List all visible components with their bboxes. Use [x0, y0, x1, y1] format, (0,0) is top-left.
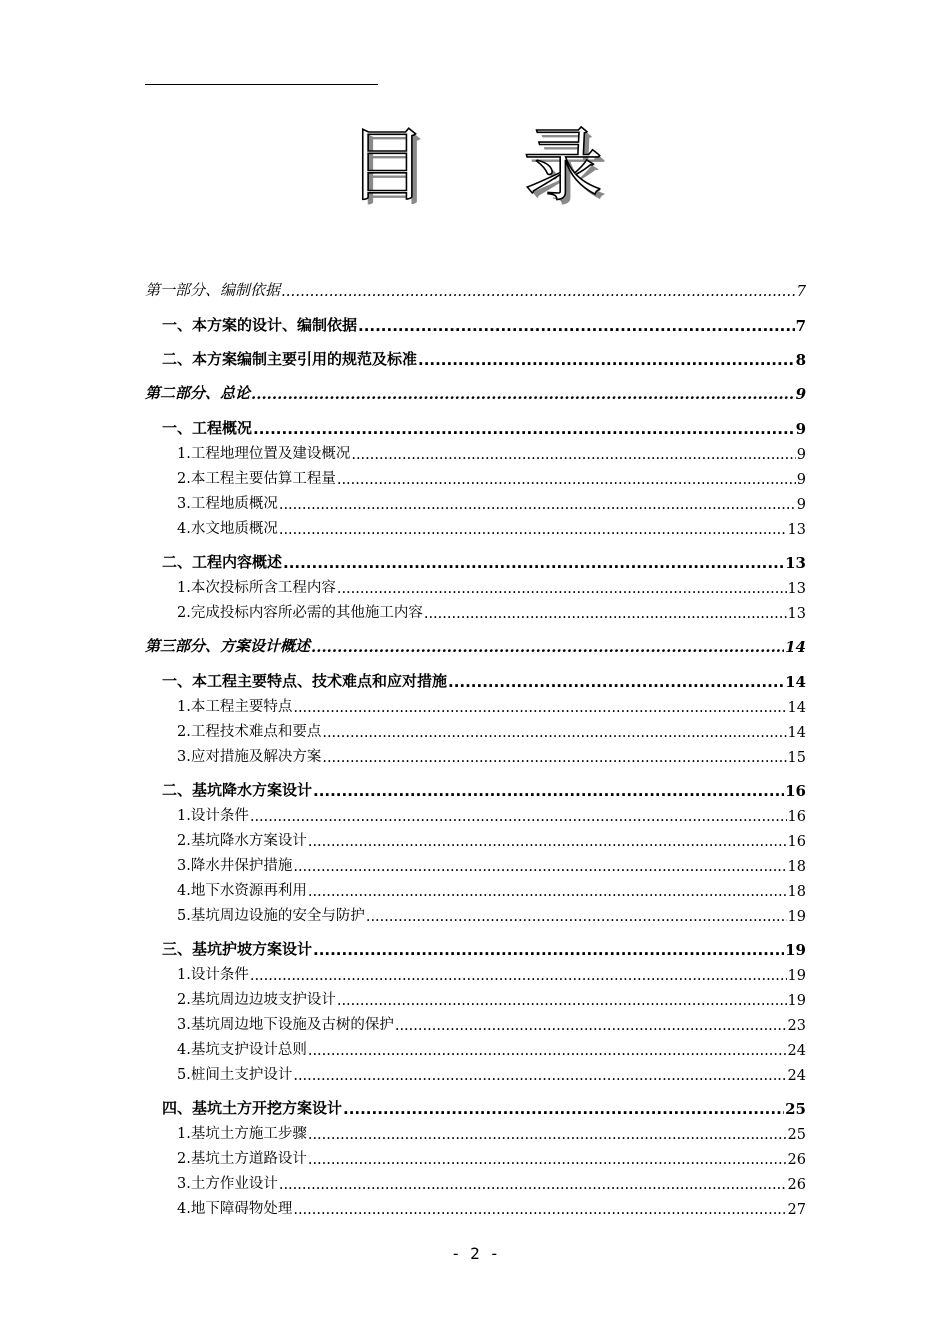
toc-leader-dots: [293, 700, 786, 716]
toc-entry-page: 13: [785, 554, 806, 572]
toc-entry[interactable]: [177, 464, 806, 488]
toc-entry-page: 9: [796, 472, 806, 488]
toc-entry[interactable]: [162, 776, 806, 800]
toc-leader-dots: [308, 884, 787, 900]
toc-entry[interactable]: [177, 514, 806, 538]
toc-entry[interactable]: [177, 573, 806, 597]
toc-entry-title: 第二部分、总论: [145, 384, 251, 402]
toc-entry-title: 1.基坑土方施工步骤: [177, 1126, 307, 1142]
toc-entry[interactable]: [177, 876, 806, 900]
toc-leader-dots: [313, 782, 784, 800]
toc-entry-title: 一、本方案的设计、编制依据: [162, 316, 358, 334]
toc-leader-dots: [448, 673, 784, 691]
toc-entry-title: 4.基坑支护设计总则: [177, 1042, 307, 1058]
toc-entry[interactable]: [177, 1119, 806, 1143]
toc-leader-dots: [251, 385, 795, 403]
toc-entry[interactable]: [177, 1010, 806, 1034]
toc-entry[interactable]: [177, 1035, 806, 1059]
toc-leader-dots: [250, 968, 787, 984]
toc-entry-title: 1.设计条件: [177, 967, 249, 983]
toc-leader-dots: [308, 1127, 787, 1143]
toc-entry-title: 2.工程技术难点和要点: [177, 724, 322, 740]
toc-entry[interactable]: [177, 489, 806, 513]
toc-leader-dots: [250, 809, 787, 825]
toc-leader-dots: [293, 859, 786, 875]
toc-leader-dots: [322, 725, 786, 741]
toc-leader-dots: [343, 1100, 784, 1118]
toc-entry-page: 14: [785, 638, 806, 656]
toc-entry-title: 三、基坑护坡方案设计: [162, 940, 313, 958]
toc-entry-page: 9: [795, 385, 806, 403]
header-rule: [145, 84, 378, 85]
toc-leader-dots: [279, 1177, 787, 1193]
toc-entry-page: 26: [787, 1152, 806, 1168]
toc-leader-dots: [308, 1043, 787, 1059]
toc-entry[interactable]: [162, 345, 806, 369]
toc-entry-page: 14: [787, 725, 806, 741]
toc-leader-dots: [395, 1018, 787, 1034]
toc-entry-page: 24: [787, 1068, 806, 1084]
page-title: [0, 118, 950, 214]
toc-entry-page: 19: [787, 968, 806, 984]
toc-entry[interactable]: [177, 960, 806, 984]
toc-leader-dots: [311, 638, 784, 656]
toc-entry-title: 1.工程地理位置及建设概况: [177, 446, 351, 462]
toc-entry[interactable]: [177, 439, 806, 463]
toc-entry-title: 1.本工程主要特点: [177, 699, 293, 715]
toc-leader-dots: [418, 351, 795, 369]
toc-leader-dots: [279, 497, 796, 513]
toc-leader-dots: [308, 834, 787, 850]
toc-entry-page: 25: [787, 1127, 806, 1143]
toc-entry-title: 一、本工程主要特点、技术难点和应对措施: [162, 672, 448, 690]
toc-entry[interactable]: [162, 311, 806, 335]
toc-entry[interactable]: [177, 801, 806, 825]
title-char-1: 目: [347, 119, 427, 212]
toc-entry-page: 26: [787, 1177, 806, 1193]
toc-leader-dots: [293, 1068, 786, 1084]
toc-entry-page: 19: [787, 993, 806, 1009]
toc-entry-page: 19: [787, 909, 806, 925]
title-char-2: 录: [523, 119, 603, 212]
toc-leader-dots: [337, 472, 796, 488]
toc-entry-title: 1.设计条件: [177, 808, 249, 824]
toc-entry[interactable]: [162, 935, 806, 959]
toc-entry[interactable]: [145, 276, 806, 300]
toc-entry-page: 13: [787, 522, 806, 538]
toc-entry[interactable]: [162, 548, 806, 572]
toc-leader-dots: [337, 581, 787, 597]
toc-entry-page: 24: [787, 1043, 806, 1059]
toc-leader-dots: [313, 941, 784, 959]
toc-leader-dots: [322, 750, 786, 766]
toc-entry-page: 7: [796, 282, 806, 300]
toc-entry[interactable]: [177, 1169, 806, 1193]
toc-entry-page: 9: [795, 420, 806, 438]
toc-entry-page: 14: [785, 673, 806, 691]
toc-entry-title: 二、本方案编制主要引用的规范及标准: [162, 350, 418, 368]
toc-leader-dots: [366, 909, 787, 925]
toc-entry-page: 19: [785, 941, 806, 959]
toc-entry-title: 1.本次投标所含工程内容: [177, 580, 336, 596]
toc-entry-title: 2.基坑土方道路设计: [177, 1151, 307, 1167]
toc-entry[interactable]: [145, 379, 806, 403]
toc-leader-dots: [293, 1202, 786, 1218]
toc-entry[interactable]: [177, 1144, 806, 1168]
toc-entry[interactable]: [177, 1060, 806, 1084]
toc-entry-title: 四、基坑土方开挖方案设计: [162, 1099, 343, 1117]
toc-entry[interactable]: [177, 901, 806, 925]
toc-entry-title: 5.基坑周边设施的安全与防护: [177, 908, 365, 924]
page-number: - 2 -: [450, 1244, 500, 1263]
toc-leader-dots: [351, 447, 795, 463]
toc-leader-dots: [424, 606, 787, 622]
toc-leader-dots: [281, 282, 795, 300]
toc-leader-dots: [279, 522, 787, 538]
toc-entry-title: 二、工程内容概述: [162, 553, 283, 571]
toc-entry-page: 8: [795, 351, 806, 369]
toc-entry-page: 27: [787, 1202, 806, 1218]
toc-entry-page: 18: [787, 884, 806, 900]
toc-entry-page: 9: [796, 447, 806, 463]
toc-entry-title: 3.土方作业设计: [177, 1176, 278, 1192]
toc-leader-dots: [253, 420, 795, 438]
toc-entry[interactable]: [177, 985, 806, 1009]
toc-entry-title: 二、基坑降水方案设计: [162, 781, 313, 799]
toc-entry-title: 4.水文地质概况: [177, 521, 278, 537]
toc-entry-title: 3.降水井保护措施: [177, 858, 293, 874]
toc-entry-page: 25: [785, 1100, 806, 1118]
toc-entry-title: 5.桩间土支护设计: [177, 1067, 293, 1083]
toc-entry-title: 2.完成投标内容所必需的其他施工内容: [177, 605, 423, 621]
toc-entry-page: 7: [795, 317, 806, 335]
toc-entry-page: 9: [796, 497, 806, 513]
toc-entry-title: 2.基坑降水方案设计: [177, 833, 307, 849]
toc-entry-title: 2.本工程主要估算工程量: [177, 471, 336, 487]
toc-entry-title: 3.基坑周边地下设施及古树的保护: [177, 1017, 394, 1033]
toc-entry-page: 13: [787, 606, 806, 622]
toc-entry[interactable]: [162, 414, 806, 438]
toc-entry-title: 3.工程地质概况: [177, 496, 278, 512]
toc-entry[interactable]: [177, 851, 806, 875]
toc-entry[interactable]: [162, 1094, 806, 1118]
toc-entry[interactable]: [145, 632, 806, 656]
toc-entry[interactable]: [177, 692, 806, 716]
toc-entry-title: 3.应对措施及解决方案: [177, 749, 322, 765]
toc-entry-page: 23: [787, 1018, 806, 1034]
toc-entry-page: 16: [787, 834, 806, 850]
toc-entry-page: 18: [787, 859, 806, 875]
toc-entry-title: 2.基坑周边边坡支护设计: [177, 992, 336, 1008]
toc-leader-dots: [308, 1152, 787, 1168]
toc-entry-page: 14: [787, 700, 806, 716]
toc-leader-dots: [337, 993, 787, 1009]
toc-entry-page: 15: [787, 750, 806, 766]
toc-entry-title: 一、工程概况: [162, 419, 253, 437]
toc-leader-dots: [283, 554, 784, 572]
toc-entry[interactable]: [177, 742, 806, 766]
toc-entry-title: 第三部分、方案设计概述: [145, 637, 311, 655]
toc-leader-dots: [358, 317, 795, 335]
toc-entry[interactable]: [162, 667, 806, 691]
toc-entry-title: 第一部分、编制依据: [145, 281, 281, 299]
toc-entry-title: 4.地下水资源再利用: [177, 883, 307, 899]
toc-entry[interactable]: [177, 598, 806, 622]
toc-entry-page: 16: [787, 809, 806, 825]
toc-entry[interactable]: [177, 826, 806, 850]
toc-entry-page: 16: [785, 782, 806, 800]
toc-entry[interactable]: [177, 1194, 806, 1218]
toc-entry-page: 13: [787, 581, 806, 597]
toc-entry-title: 4.地下障碍物处理: [177, 1201, 293, 1217]
toc-entry[interactable]: [177, 717, 806, 741]
